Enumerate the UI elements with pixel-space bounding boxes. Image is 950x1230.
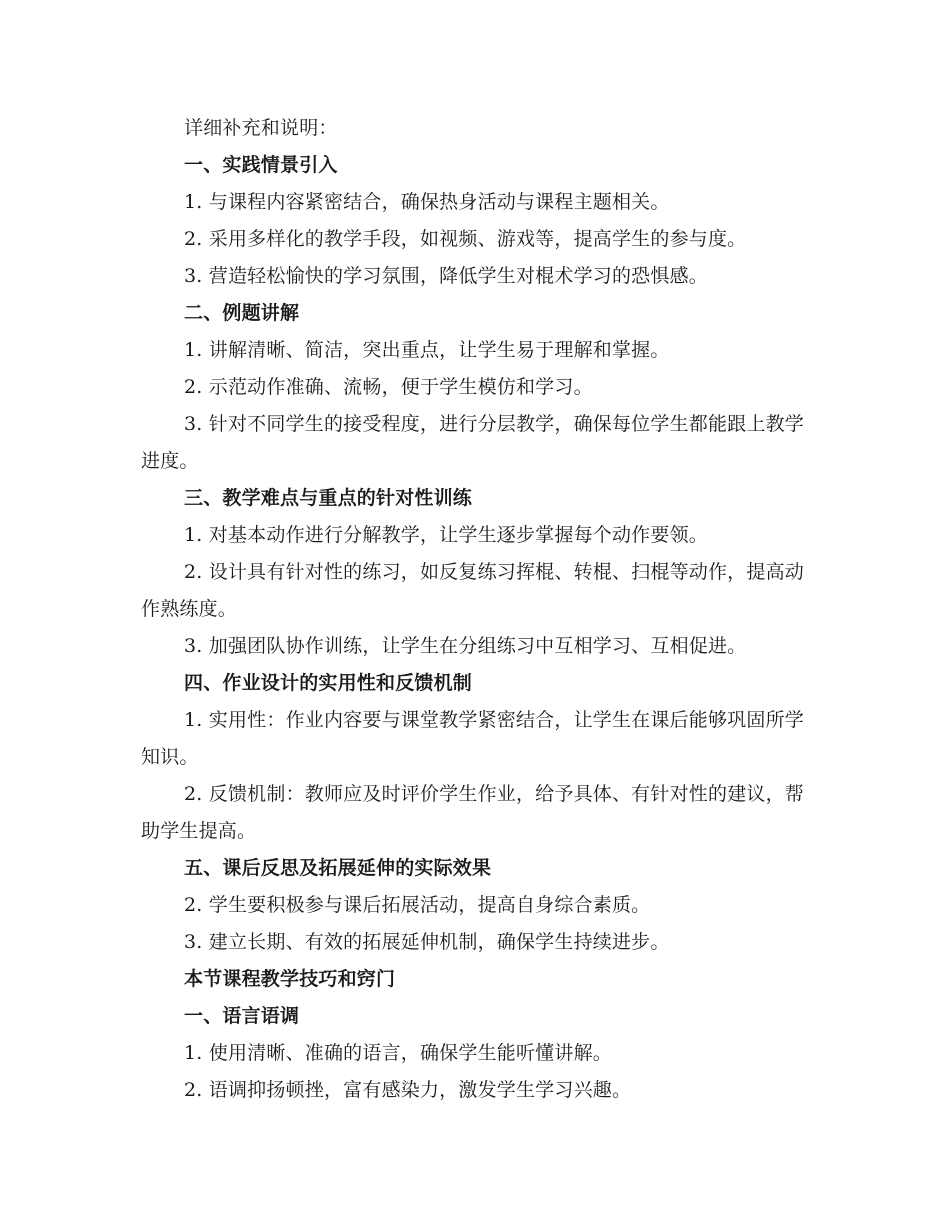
section-heading: 一、语言语调 <box>184 1005 300 1027</box>
list-item: 2. 示范动作准确、流畅，便于学生模仿和学习。 <box>184 376 593 398</box>
list-item: 3. 建立长期、有效的拓展延伸机制，确保学生持续进步。 <box>184 931 670 953</box>
section-heading: 一、实践情景引入 <box>184 154 338 176</box>
list-item: 3. 针对不同学生的接受程度，进行分层教学，确保每位学生都能跟上教学进度。 <box>141 413 804 472</box>
section-heading: 四、作业设计的实用性和反馈机制 <box>184 672 473 694</box>
section-heading: 三、教学难点与重点的针对性训练 <box>184 487 473 509</box>
intro-paragraph: 详细补充和说明： <box>184 117 338 139</box>
section-heading: 二、例题讲解 <box>184 302 300 324</box>
list-item: 2. 学生要积极参与课后拓展活动，提高自身综合素质。 <box>184 894 651 916</box>
document-body <box>141 110 821 1109</box>
list-item: 1. 对基本动作进行分解教学，让学生逐步掌握每个动作要领。 <box>184 524 708 546</box>
list-item: 2. 反馈机制：教师应及时评价学生作业，给予具体、有针对性的建议，帮助学生提高。 <box>141 783 804 842</box>
list-item: 2. 采用多样化的教学手段，如视频、游戏等，提高学生的参与度。 <box>184 228 747 250</box>
list-item: 3. 营造轻松愉快的学习氛围，降低学生对棍术学习的恐惧感。 <box>184 265 708 287</box>
list-item: 2. 设计具有针对性的练习，如反复练习挥棍、转棍、扫棍等动作，提高动作熟练度。 <box>141 561 804 620</box>
list-item: 1. 使用清晰、准确的语言，确保学生能听懂讲解。 <box>184 1042 612 1064</box>
list-item: 1. 讲解清晰、简洁，突出重点，让学生易于理解和掌握。 <box>184 339 670 361</box>
section-heading: 本节课程教学技巧和窍门 <box>184 968 396 990</box>
list-item: 1. 实用性：作业内容要与课堂教学紧密结合，让学生在课后能够巩固所学知识。 <box>141 709 804 768</box>
list-item: 3. 加强团队协作训练，让学生在分组练习中互相学习、互相促进。 <box>184 635 747 657</box>
list-item: 1. 与课程内容紧密结合，确保热身活动与课程主题相关。 <box>184 191 670 213</box>
section-heading: 五、课后反思及拓展延伸的实际效果 <box>184 857 492 879</box>
list-item: 2. 语调抑扬顿挫，富有感染力，激发学生学习兴趣。 <box>184 1079 632 1101</box>
